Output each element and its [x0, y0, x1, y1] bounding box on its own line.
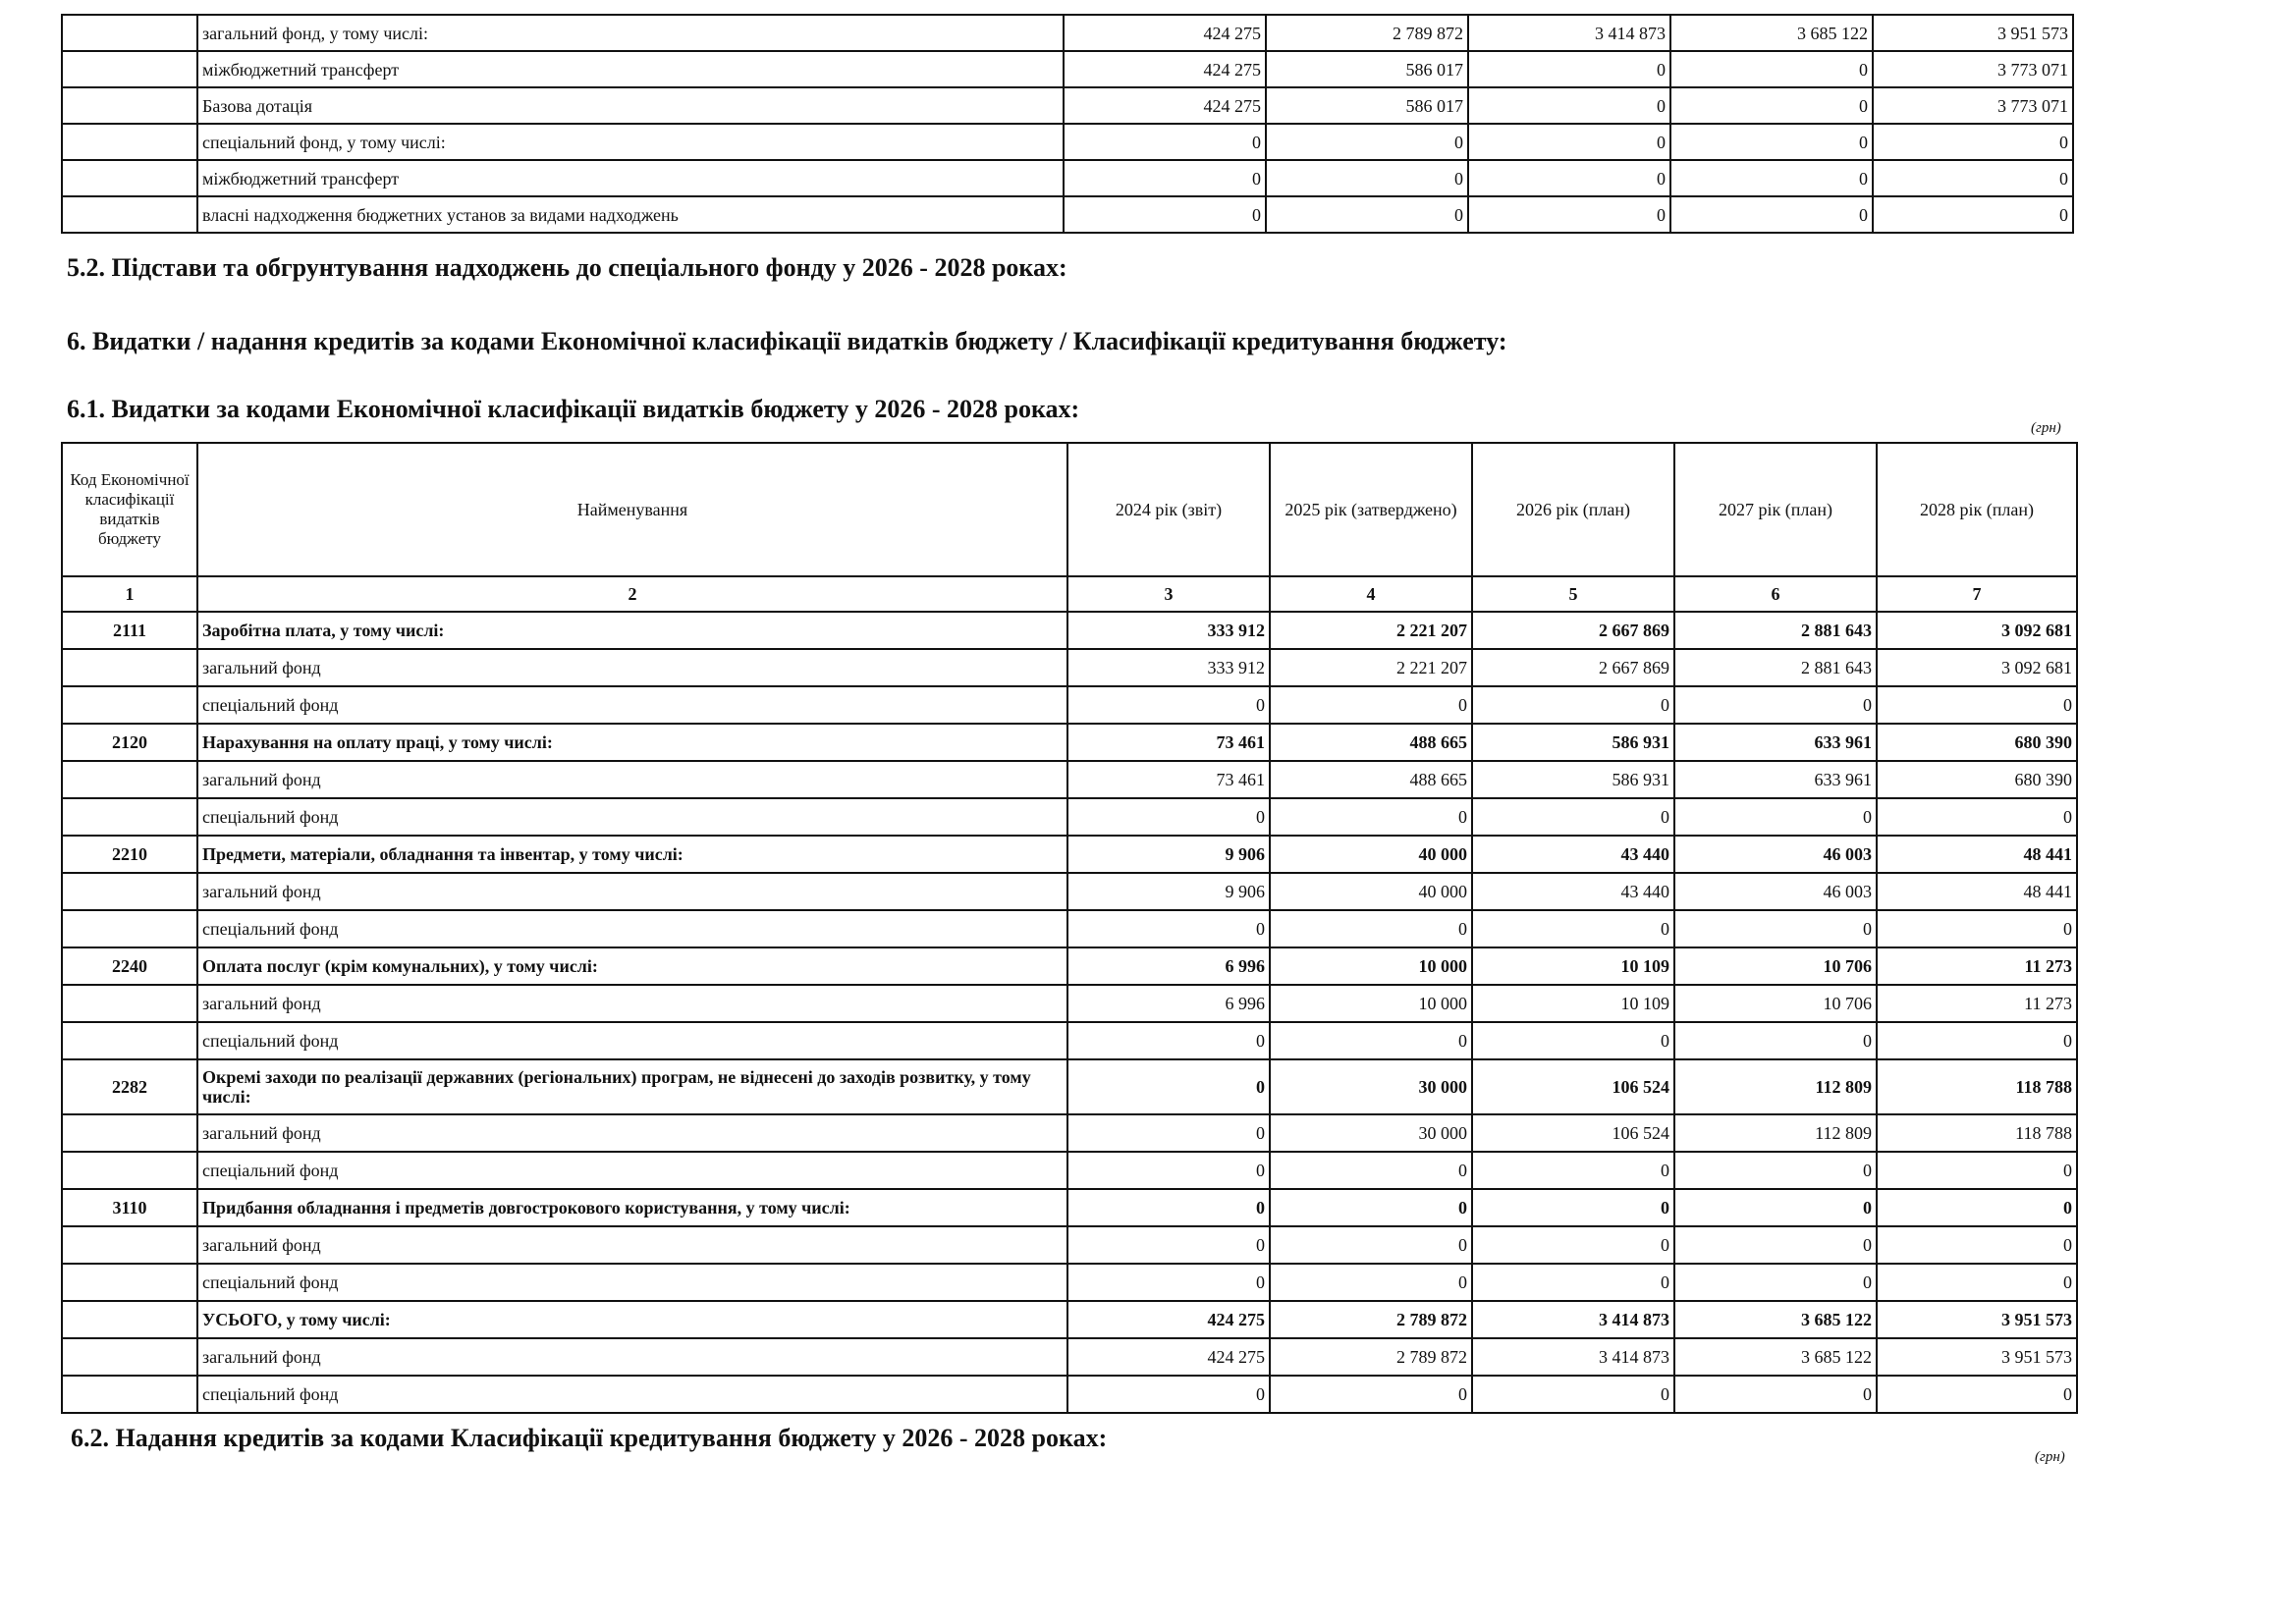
- value-cell: 488 665: [1270, 724, 1472, 761]
- table-row: [62, 1264, 2077, 1301]
- value-cell: 46 003: [1674, 836, 1877, 873]
- value-cell: 0: [1472, 686, 1674, 724]
- table-row: [62, 1022, 2077, 1059]
- table-row: [62, 1338, 2077, 1376]
- code-cell: [62, 1022, 197, 1059]
- row-name: спеціальний фонд, у тому числі:: [197, 124, 1064, 160]
- value-cell: 0: [1674, 798, 1877, 836]
- value-cell: 0: [1270, 1022, 1472, 1059]
- value-cell: 10 109: [1472, 947, 1674, 985]
- unit-label-uah-2: (грн): [2035, 1449, 2065, 1465]
- row-name: загальний фонд, у тому числі:: [197, 15, 1064, 51]
- value-cell: 0: [1472, 910, 1674, 947]
- value-cell: 0: [1670, 87, 1873, 124]
- header-code: Код Економічної класифікації видатків бюджету: [62, 443, 197, 576]
- value-cell: 0: [1472, 798, 1674, 836]
- value-cell: 106 524: [1472, 1059, 1674, 1114]
- value-cell: 0: [1877, 1376, 2077, 1413]
- value-cell: 488 665: [1270, 761, 1472, 798]
- value-cell: 10 000: [1270, 947, 1472, 985]
- value-cell: 2 221 207: [1270, 649, 1472, 686]
- colnum-4: 4: [1270, 576, 1472, 612]
- header-2028: 2028 рік (план): [1877, 443, 2077, 576]
- code-cell: [62, 1301, 197, 1338]
- value-cell: 424 275: [1067, 1338, 1270, 1376]
- row-name: Заробітна плата, у тому числі:: [197, 612, 1067, 649]
- value-cell: 0: [1674, 1264, 1877, 1301]
- value-cell: 0: [1468, 124, 1670, 160]
- value-cell: 0: [1877, 1152, 2077, 1189]
- value-cell: 0: [1266, 124, 1468, 160]
- value-cell: 0: [1270, 1189, 1472, 1226]
- table-row: [62, 873, 2077, 910]
- row-name: Нарахування на оплату праці, у тому числі:: [197, 724, 1067, 761]
- row-name: спеціальний фонд: [197, 1152, 1067, 1189]
- value-cell: 6 996: [1067, 947, 1270, 985]
- code-cell: 2111: [62, 612, 197, 649]
- value-cell: 0: [1674, 1226, 1877, 1264]
- value-cell: 0: [1067, 1114, 1270, 1152]
- header-2024: 2024 рік (звіт): [1067, 443, 1270, 576]
- value-cell: 0: [1270, 1376, 1472, 1413]
- value-cell: 586 931: [1472, 724, 1674, 761]
- table-row: [62, 798, 2077, 836]
- value-cell: 0: [1270, 1264, 1472, 1301]
- value-cell: 0: [1877, 1264, 2077, 1301]
- value-cell: 0: [1674, 1189, 1877, 1226]
- value-cell: 0: [1472, 1152, 1674, 1189]
- value-cell: 0: [1670, 51, 1873, 87]
- row-name: загальний фонд: [197, 985, 1067, 1022]
- colnum-3: 3: [1067, 576, 1270, 612]
- value-cell: 0: [1674, 1152, 1877, 1189]
- table-row: [62, 124, 2073, 160]
- table-row: [62, 1376, 2077, 1413]
- value-cell: 3 951 573: [1873, 15, 2073, 51]
- column-number-row: [62, 576, 2077, 612]
- code-cell: [62, 1376, 197, 1413]
- value-cell: 48 441: [1877, 873, 2077, 910]
- value-cell: 0: [1266, 160, 1468, 196]
- income-table: [61, 14, 2074, 234]
- table-row: [62, 836, 2077, 873]
- value-cell: 9 906: [1067, 836, 1270, 873]
- code-cell: [62, 1338, 197, 1376]
- row-name: власні надходження бюджетних установ за видами надходжень: [197, 196, 1064, 233]
- row-name: загальний фонд: [197, 649, 1067, 686]
- row-name: Окремі заходи по реалізації державних (регіональних) програм, не віднесені до заходів розвитку, у тому числі:: [197, 1059, 1067, 1114]
- value-cell: 10 109: [1472, 985, 1674, 1022]
- value-cell: 9 906: [1067, 873, 1270, 910]
- value-cell: 0: [1472, 1022, 1674, 1059]
- value-cell: 30 000: [1270, 1059, 1472, 1114]
- value-cell: 0: [1877, 1226, 2077, 1264]
- code-cell: 2210: [62, 836, 197, 873]
- value-cell: 0: [1468, 87, 1670, 124]
- value-cell: 680 390: [1877, 724, 2077, 761]
- code-cell: [62, 761, 197, 798]
- row-name: загальний фонд: [197, 873, 1067, 910]
- value-cell: 0: [1067, 1059, 1270, 1114]
- value-cell: 43 440: [1472, 836, 1674, 873]
- header-2025: 2025 рік (затверджено): [1270, 443, 1472, 576]
- code-cell: 2120: [62, 724, 197, 761]
- row-name: спеціальний фонд: [197, 1022, 1067, 1059]
- value-cell: 424 275: [1064, 15, 1266, 51]
- value-cell: 10 000: [1270, 985, 1472, 1022]
- code-cell: [62, 873, 197, 910]
- row-name: Предмети, матеріали, обладнання та інвентар, у тому числі:: [197, 836, 1067, 873]
- table-row: [62, 1114, 2077, 1152]
- value-cell: 2 881 643: [1674, 612, 1877, 649]
- value-cell: 0: [1270, 686, 1472, 724]
- value-cell: 3 414 873: [1472, 1338, 1674, 1376]
- table-row: [62, 196, 2073, 233]
- value-cell: 0: [1468, 160, 1670, 196]
- table-row: [62, 910, 2077, 947]
- value-cell: 0: [1674, 686, 1877, 724]
- row-name: міжбюджетний трансферт: [197, 160, 1064, 196]
- code-cell: [62, 1264, 197, 1301]
- code-cell: [62, 15, 197, 51]
- value-cell: 3 773 071: [1873, 87, 2073, 124]
- value-cell: 2 667 869: [1472, 612, 1674, 649]
- value-cell: 0: [1067, 686, 1270, 724]
- heading-6-2: 6.2. Надання кредитів за кодами Класифікації кредитування бюджету у 2026 - 2028 роках:: [71, 1424, 1108, 1452]
- value-cell: 0: [1064, 160, 1266, 196]
- table-row: [62, 15, 2073, 51]
- value-cell: 0: [1877, 1189, 2077, 1226]
- value-cell: 633 961: [1674, 724, 1877, 761]
- table-row: [62, 160, 2073, 196]
- code-cell: [62, 985, 197, 1022]
- value-cell: 0: [1877, 1022, 2077, 1059]
- value-cell: 3 414 873: [1468, 15, 1670, 51]
- row-name: Придбання обладнання і предметів довгострокового користування, у тому числі:: [197, 1189, 1067, 1226]
- value-cell: 48 441: [1877, 836, 2077, 873]
- code-cell: [62, 87, 197, 124]
- value-cell: 112 809: [1674, 1059, 1877, 1114]
- value-cell: 10 706: [1674, 985, 1877, 1022]
- row-name: міжбюджетний трансферт: [197, 51, 1064, 87]
- table-header-row: [62, 443, 2077, 576]
- value-cell: 10 706: [1674, 947, 1877, 985]
- table-row: [62, 686, 2077, 724]
- value-cell: 30 000: [1270, 1114, 1472, 1152]
- code-cell: 3110: [62, 1189, 197, 1226]
- value-cell: 3 685 122: [1674, 1338, 1877, 1376]
- value-cell: 0: [1670, 124, 1873, 160]
- value-cell: 586 017: [1266, 51, 1468, 87]
- value-cell: 0: [1873, 196, 2073, 233]
- value-cell: 0: [1877, 798, 2077, 836]
- colnum-7: 7: [1877, 576, 2077, 612]
- code-cell: [62, 160, 197, 196]
- value-cell: 6 996: [1067, 985, 1270, 1022]
- value-cell: 43 440: [1472, 873, 1674, 910]
- value-cell: 2 667 869: [1472, 649, 1674, 686]
- code-cell: [62, 1226, 197, 1264]
- value-cell: 0: [1472, 1226, 1674, 1264]
- value-cell: 0: [1877, 910, 2077, 947]
- value-cell: 106 524: [1472, 1114, 1674, 1152]
- colnum-6: 6: [1674, 576, 1877, 612]
- value-cell: 0: [1064, 124, 1266, 160]
- code-cell: [62, 124, 197, 160]
- colnum-1: 1: [62, 576, 197, 612]
- value-cell: 0: [1067, 798, 1270, 836]
- value-cell: 586 931: [1472, 761, 1674, 798]
- value-cell: 3 951 573: [1877, 1301, 2077, 1338]
- value-cell: 40 000: [1270, 873, 1472, 910]
- value-cell: 0: [1067, 1189, 1270, 1226]
- value-cell: 0: [1674, 1022, 1877, 1059]
- value-cell: 118 788: [1877, 1114, 2077, 1152]
- table-row: [62, 1301, 2077, 1338]
- value-cell: 2 789 872: [1270, 1301, 1472, 1338]
- code-cell: [62, 910, 197, 947]
- value-cell: 0: [1873, 124, 2073, 160]
- colnum-2: 2: [197, 576, 1067, 612]
- value-cell: 333 912: [1067, 612, 1270, 649]
- row-name: Базова дотація: [197, 87, 1064, 124]
- value-cell: 0: [1270, 798, 1472, 836]
- value-cell: 0: [1067, 1022, 1270, 1059]
- row-name: спеціальний фонд: [197, 686, 1067, 724]
- value-cell: 0: [1067, 1376, 1270, 1413]
- header-2026: 2026 рік (план): [1472, 443, 1674, 576]
- value-cell: 11 273: [1877, 947, 2077, 985]
- value-cell: 0: [1067, 1152, 1270, 1189]
- header-2027: 2027 рік (план): [1674, 443, 1877, 576]
- value-cell: 0: [1270, 910, 1472, 947]
- table-row: [62, 761, 2077, 798]
- value-cell: 0: [1270, 1152, 1472, 1189]
- table-row: [62, 1059, 2077, 1114]
- row-name: спеціальний фонд: [197, 910, 1067, 947]
- value-cell: 0: [1067, 910, 1270, 947]
- value-cell: 424 275: [1064, 87, 1266, 124]
- value-cell: 3 414 873: [1472, 1301, 1674, 1338]
- value-cell: 680 390: [1877, 761, 2077, 798]
- heading-5-2: 5.2. Підстави та обгрунтування надходжень до спеціального фонду у 2026 - 2028 роках:: [67, 253, 1067, 282]
- value-cell: 0: [1468, 196, 1670, 233]
- header-name: Найменування: [197, 443, 1067, 576]
- value-cell: 0: [1674, 910, 1877, 947]
- value-cell: 0: [1067, 1264, 1270, 1301]
- value-cell: 46 003: [1674, 873, 1877, 910]
- value-cell: 424 275: [1064, 51, 1266, 87]
- value-cell: 2 881 643: [1674, 649, 1877, 686]
- unit-label-uah: (грн): [2031, 420, 2061, 436]
- value-cell: 586 017: [1266, 87, 1468, 124]
- value-cell: 3 773 071: [1873, 51, 2073, 87]
- row-name: загальний фонд: [197, 761, 1067, 798]
- value-cell: 0: [1674, 1376, 1877, 1413]
- table-row: [62, 1152, 2077, 1189]
- heading-6-1: 6.1. Видатки за кодами Економічної класифікації видатків бюджету у 2026 - 2028 роках:: [67, 395, 1080, 423]
- code-cell: [62, 649, 197, 686]
- value-cell: 73 461: [1067, 724, 1270, 761]
- code-cell: 2240: [62, 947, 197, 985]
- value-cell: 3 092 681: [1877, 649, 2077, 686]
- value-cell: 2 789 872: [1270, 1338, 1472, 1376]
- row-name: спеціальний фонд: [197, 1376, 1067, 1413]
- value-cell: 424 275: [1067, 1301, 1270, 1338]
- row-name: спеціальний фонд: [197, 798, 1067, 836]
- row-name: загальний фонд: [197, 1226, 1067, 1264]
- value-cell: 3 685 122: [1674, 1301, 1877, 1338]
- value-cell: 0: [1270, 1226, 1472, 1264]
- value-cell: 0: [1266, 196, 1468, 233]
- value-cell: 112 809: [1674, 1114, 1877, 1152]
- code-cell: [62, 196, 197, 233]
- value-cell: 0: [1873, 160, 2073, 196]
- code-cell: [62, 1114, 197, 1152]
- value-cell: 0: [1670, 196, 1873, 233]
- value-cell: 2 221 207: [1270, 612, 1472, 649]
- value-cell: 11 273: [1877, 985, 2077, 1022]
- value-cell: 0: [1472, 1264, 1674, 1301]
- table-row: [62, 1226, 2077, 1264]
- heading-6: 6. Видатки / надання кредитів за кодами Економічної класифікації видатків бюджету / Класифікації кредитування бюджету:: [67, 327, 1507, 355]
- row-name: загальний фонд: [197, 1114, 1067, 1152]
- table-row: [62, 1189, 2077, 1226]
- table-row: [62, 985, 2077, 1022]
- table-row: [62, 724, 2077, 761]
- expenditure-table: [61, 442, 2078, 1414]
- code-cell: 2282: [62, 1059, 197, 1114]
- value-cell: 333 912: [1067, 649, 1270, 686]
- row-name: спеціальний фонд: [197, 1264, 1067, 1301]
- value-cell: 0: [1064, 196, 1266, 233]
- value-cell: 40 000: [1270, 836, 1472, 873]
- value-cell: 0: [1877, 686, 2077, 724]
- code-cell: [62, 1152, 197, 1189]
- table-row: [62, 649, 2077, 686]
- colnum-5: 5: [1472, 576, 1674, 612]
- value-cell: 3 685 122: [1670, 15, 1873, 51]
- value-cell: 0: [1670, 160, 1873, 196]
- table-row: [62, 51, 2073, 87]
- value-cell: 73 461: [1067, 761, 1270, 798]
- value-cell: 0: [1472, 1189, 1674, 1226]
- table-row: [62, 87, 2073, 124]
- value-cell: 0: [1067, 1226, 1270, 1264]
- value-cell: 118 788: [1877, 1059, 2077, 1114]
- code-cell: [62, 51, 197, 87]
- row-name: УСЬОГО, у тому числі:: [197, 1301, 1067, 1338]
- value-cell: 0: [1472, 1376, 1674, 1413]
- row-name: загальний фонд: [197, 1338, 1067, 1376]
- value-cell: 3 092 681: [1877, 612, 2077, 649]
- code-cell: [62, 686, 197, 724]
- value-cell: 0: [1468, 51, 1670, 87]
- table-row: [62, 947, 2077, 985]
- code-cell: [62, 798, 197, 836]
- table-row: [62, 612, 2077, 649]
- value-cell: 633 961: [1674, 761, 1877, 798]
- value-cell: 2 789 872: [1266, 15, 1468, 51]
- value-cell: 3 951 573: [1877, 1338, 2077, 1376]
- row-name: Оплата послуг (крім комунальних), у тому числі:: [197, 947, 1067, 985]
